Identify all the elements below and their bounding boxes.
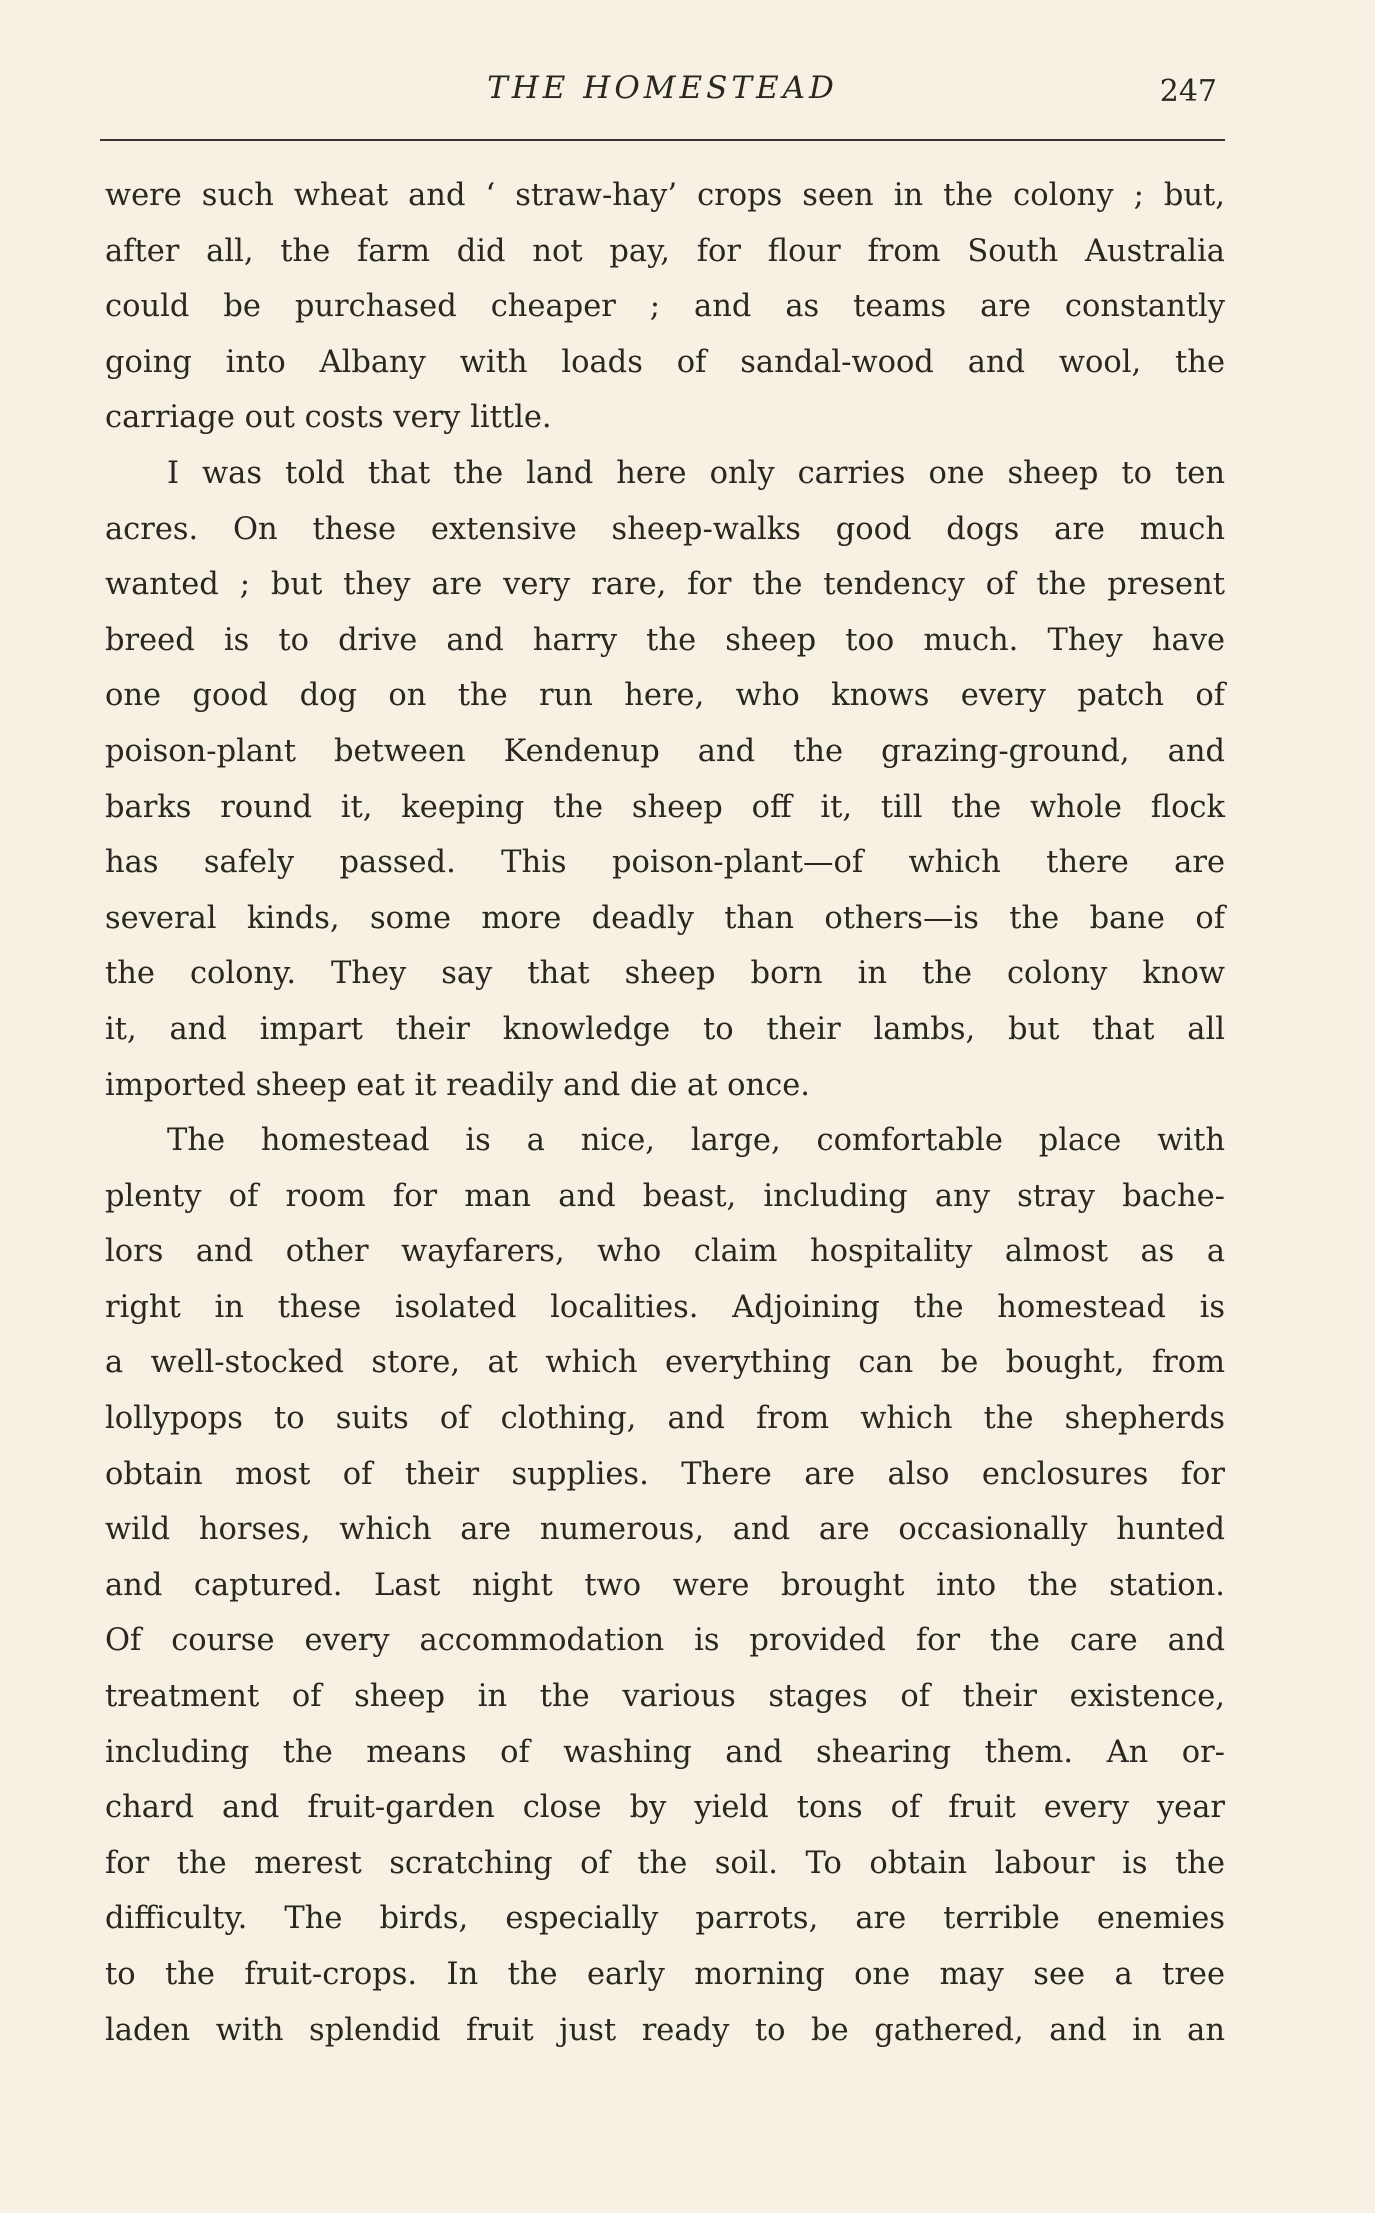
text-line: Of course every accommodation is provided for the care and xyxy=(105,1623,1225,1659)
paragraph-first-line: The homestead is a nice, large, comfortable place with xyxy=(167,1123,1225,1159)
text-line: imported sheep eat it readily and die at once. xyxy=(105,1067,810,1103)
text-line: obtain most of their supplies. There are also enclosures for xyxy=(105,1456,1225,1492)
text-line: difficulty. The birds, especially parrots, are terrible enemies xyxy=(105,1901,1225,1937)
text-line: right in these isolated localities. Adjoining the homestead is xyxy=(105,1289,1225,1325)
running-title: THE HOMESTEAD xyxy=(487,70,838,106)
paragraph-first-line: I was told that the land here only carries one sheep to ten xyxy=(167,455,1225,491)
text-line: wanted ; but they are very rare, for the tendency of the present xyxy=(105,567,1225,603)
text-line: lollypops to suits of clothing, and from which the shepherds xyxy=(105,1401,1225,1437)
text-line: to the fruit-crops. In the early morning one may see a tree xyxy=(105,1957,1225,1992)
text-line: treatment of sheep in the various stages of their existence, xyxy=(105,1679,1225,1715)
text-line: has safely passed. This poison-plant—of which there are xyxy=(105,845,1225,881)
page-header xyxy=(100,68,1225,118)
text-line: a well-stocked store, at which everything can be bought, from xyxy=(105,1345,1225,1381)
text-line: barks round it, keeping the sheep off it, till the whole flock xyxy=(105,789,1225,825)
text-line: could be purchased cheaper ; and as teams are constantly xyxy=(105,289,1225,325)
text-line: laden with splendid fruit just ready to be gathered, and in an xyxy=(105,2012,1225,2048)
text-line: it, and impart their knowledge to their lambs, but that all xyxy=(105,1011,1225,1047)
text-line: the colony. They say that sheep born in the colony know xyxy=(105,956,1225,992)
text-line: breed is to drive and harry the sheep too much. They have xyxy=(105,622,1225,658)
text-line: carriage out costs very little. xyxy=(105,400,552,436)
text-line: including the means of washing and shearing them. An or- xyxy=(105,1734,1225,1770)
text-line: acres. On these extensive sheep-walks good dogs are much xyxy=(105,511,1225,547)
text-line: after all, the farm did not pay, for flour from South Australia xyxy=(105,233,1225,269)
text-line: plenty of room for man and beast, including any stray bache- xyxy=(105,1178,1225,1214)
text-line: several kinds, some more deadly than others—is the bane of xyxy=(105,900,1225,936)
body-text xyxy=(105,168,1225,2058)
text-line: were such wheat and ‘ straw-hay’ crops seen in the colony ; but, xyxy=(105,178,1225,213)
text-line: going into Albany with loads of sandal-wood and wool, the xyxy=(105,344,1225,380)
page-number: 247 xyxy=(1159,74,1217,109)
text-line: chard and fruit-garden close by yield tons of fruit every year xyxy=(105,1790,1225,1826)
text-line: wild horses, which are numerous, and are occasionally hunted xyxy=(105,1512,1225,1548)
text-line: and captured. Last night two were brought into the station. xyxy=(105,1567,1225,1603)
header-rule xyxy=(100,139,1225,141)
text-line: one good dog on the run here, who knows every patch of xyxy=(105,678,1225,714)
text-line: for the merest scratching of the soil. To obtain labour is the xyxy=(105,1845,1225,1881)
text-line: poison-plant between Kendenup and the grazing-ground, and xyxy=(105,733,1225,769)
text-line: lors and other wayfarers, who claim hospitality almost as a xyxy=(105,1234,1225,1270)
